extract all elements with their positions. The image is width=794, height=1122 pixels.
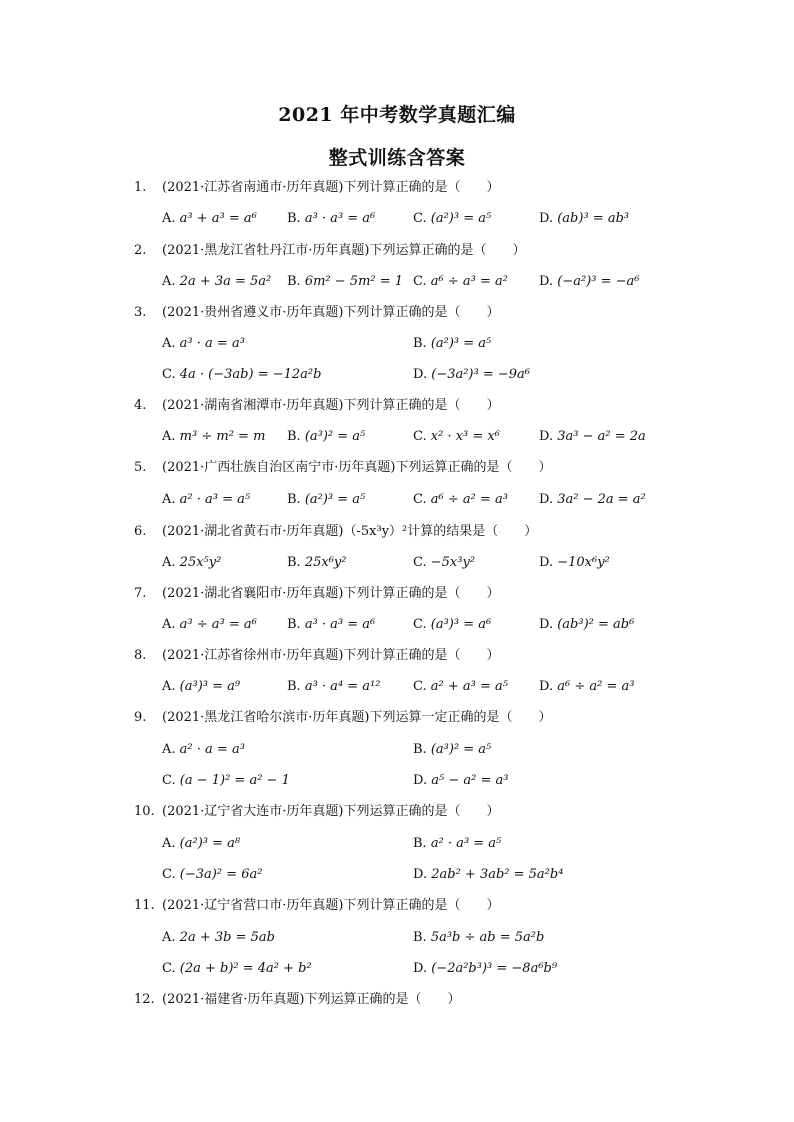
document-subtitle: 整式训练含答案 — [328, 147, 466, 169]
option-letter: B. — [413, 836, 427, 851]
question-number: 3. — [134, 305, 147, 320]
option-row — [0, 614, 794, 636]
answer-option-b[interactable] — [413, 833, 501, 855]
answer-option-c[interactable] — [162, 770, 290, 792]
option-letter: B. — [413, 930, 427, 945]
answer-option-a[interactable] — [162, 426, 265, 448]
option-expression: −5x³y² — [430, 555, 476, 570]
option-expression: (a − 1)² = a² − 1 — [179, 773, 290, 788]
option-expression: 2ab² + 3ab² = 5a²b⁴ — [431, 867, 564, 882]
option-expression: a³ · a³ = a⁶ — [304, 617, 376, 632]
answer-option-c[interactable] — [413, 208, 491, 230]
answer-option-c[interactable] — [162, 958, 312, 980]
option-letter: D. — [413, 961, 428, 976]
answer-option-d[interactable] — [539, 271, 639, 293]
question-text: (2021·黑龙江省牡丹江市·历年真题)下列运算正确的是（ ） — [162, 243, 526, 258]
option-expression: (−3a)² = 6a² — [179, 867, 263, 882]
answer-option-c[interactable] — [413, 614, 491, 636]
answer-option-b[interactable] — [287, 426, 365, 448]
option-letter: B. — [287, 492, 301, 507]
option-row — [0, 958, 794, 980]
question-text: (2021·湖南省湘潭市·历年真题)下列计算正确的是（ ） — [162, 398, 500, 413]
option-row — [0, 864, 794, 886]
option-letter: B. — [287, 617, 301, 632]
option-letter: A. — [162, 742, 176, 757]
answer-option-a[interactable] — [162, 927, 275, 949]
option-letter: D. — [539, 429, 554, 444]
option-letter: D. — [539, 555, 554, 570]
answer-option-b[interactable] — [413, 927, 544, 949]
option-letter: C. — [413, 617, 427, 632]
option-expression: a² · a³ = a⁵ — [430, 836, 502, 851]
answer-option-c[interactable] — [413, 426, 500, 448]
option-letter: D. — [539, 274, 554, 289]
question-header — [0, 895, 794, 917]
question-number: 2. — [134, 243, 147, 258]
question-header — [0, 395, 794, 417]
option-expression: (2a + b)² = 4a² + b² — [179, 961, 312, 976]
option-expression: 5a³b ÷ ab = 5a²b — [430, 930, 545, 945]
option-expression: a² · a = a³ — [179, 742, 245, 757]
answer-option-d[interactable] — [539, 426, 646, 448]
question-number: 1. — [134, 180, 147, 195]
document-title: 2021 年中考数学真题汇编 — [278, 104, 516, 126]
option-expression: (−a²)³ = −a⁶ — [557, 274, 640, 289]
option-expression: 3a² − 2a = a² — [557, 492, 646, 507]
option-expression: a³ · a³ = a⁶ — [304, 211, 376, 226]
option-expression: (a³)² = a⁵ — [430, 742, 492, 757]
option-expression: a³ · a = a³ — [179, 336, 245, 351]
option-expression: a⁶ ÷ a² = a³ — [557, 679, 635, 694]
answer-option-c[interactable] — [413, 676, 508, 698]
option-row — [0, 489, 794, 511]
option-expression: 25x⁶y² — [304, 555, 347, 570]
option-letter: A. — [162, 555, 176, 570]
option-expression: (a³)³ = a⁶ — [430, 617, 492, 632]
question-number: 11. — [134, 898, 155, 913]
option-expression: (a²)³ = a⁵ — [430, 336, 492, 351]
answer-option-a[interactable] — [162, 552, 221, 574]
option-letter: B. — [287, 555, 301, 570]
answer-option-a[interactable] — [162, 739, 245, 761]
question-number: 10. — [134, 804, 155, 819]
answer-option-b[interactable] — [287, 489, 365, 511]
option-expression: a⁶ ÷ a³ = a² — [430, 274, 508, 289]
option-expression: a⁶ ÷ a² = a³ — [430, 492, 508, 507]
question-header — [0, 583, 794, 605]
option-row — [0, 426, 794, 448]
answer-option-a[interactable] — [162, 333, 245, 355]
option-expression: (a²)³ = a⁵ — [430, 211, 492, 226]
answer-option-c[interactable] — [413, 489, 508, 511]
option-letter: C. — [413, 274, 427, 289]
answer-option-c[interactable] — [162, 864, 262, 886]
question-number: 12. — [134, 992, 155, 1007]
option-row — [0, 208, 794, 230]
option-letter: C. — [162, 961, 176, 976]
question-header — [0, 177, 794, 199]
option-expression: (a²)³ = a⁵ — [304, 492, 366, 507]
option-expression: (ab)³ = ab³ — [557, 211, 630, 226]
option-expression: 3a³ − a² = 2a — [557, 429, 646, 444]
option-row — [0, 833, 794, 855]
option-row — [0, 333, 794, 355]
question-number: 5. — [134, 460, 147, 475]
question-text: (2021·湖北省黄石市·历年真题)（-5x³y）²计算的结果是（ ） — [162, 524, 538, 539]
option-letter: D. — [413, 367, 428, 382]
option-letter: A. — [162, 211, 176, 226]
option-letter: D. — [539, 679, 554, 694]
option-row — [0, 739, 794, 761]
option-row — [0, 927, 794, 949]
option-letter: C. — [162, 867, 176, 882]
question-header — [0, 521, 794, 543]
question-text: (2021·贵州省遵义市·历年真题)下列计算正确的是（ ） — [162, 305, 500, 320]
option-expression: (a²)³ = a⁸ — [179, 836, 241, 851]
option-expression: 25x⁵y² — [179, 555, 222, 570]
option-letter: A. — [162, 836, 176, 851]
answer-option-d[interactable] — [413, 958, 557, 980]
answer-option-d[interactable] — [539, 489, 646, 511]
option-letter: A. — [162, 679, 176, 694]
answer-option-c[interactable] — [162, 364, 321, 386]
answer-option-b[interactable] — [413, 739, 491, 761]
answer-option-a[interactable] — [162, 208, 257, 230]
question-number: 6. — [134, 524, 147, 539]
option-expression: x² · x³ = x⁶ — [430, 429, 500, 444]
option-expression: (a³)³ = a⁹ — [179, 679, 241, 694]
option-letter: C. — [413, 492, 427, 507]
question-number: 8. — [134, 648, 147, 663]
option-expression: (−2a²b³)³ = −8a⁶b⁹ — [431, 961, 558, 976]
question-text: (2021·江苏省南通市·历年真题)下列计算正确的是（ ） — [162, 180, 500, 195]
option-letter: D. — [539, 211, 554, 226]
question-number: 7. — [134, 586, 147, 601]
question-header — [0, 801, 794, 823]
question-header — [0, 989, 794, 1011]
option-letter: C. — [413, 211, 427, 226]
option-expression: m³ ÷ m² = m — [179, 429, 266, 444]
option-expression: (ab³)² = ab⁶ — [557, 617, 635, 632]
option-letter: B. — [287, 679, 301, 694]
option-row — [0, 271, 794, 293]
option-expression: 4a · (−3ab) = −12a²b — [179, 367, 322, 382]
option-letter: A. — [162, 336, 176, 351]
question-header — [0, 457, 794, 479]
option-row — [0, 552, 794, 574]
option-expression: 6m² − 5m² = 1 — [304, 274, 404, 289]
answer-option-c[interactable] — [413, 271, 508, 293]
option-row — [0, 770, 794, 792]
question-header — [0, 645, 794, 667]
option-expression: a³ ÷ a³ = a⁶ — [179, 617, 257, 632]
answer-option-d[interactable] — [539, 208, 629, 230]
option-letter: D. — [539, 492, 554, 507]
option-letter: B. — [287, 211, 301, 226]
answer-option-b[interactable] — [287, 271, 403, 293]
option-expression: a² + a³ = a⁵ — [430, 679, 508, 694]
answer-option-d[interactable] — [413, 864, 563, 886]
option-letter: C. — [162, 773, 176, 788]
question-header — [0, 302, 794, 324]
question-text: (2021·湖北省襄阳市·历年真题)下列计算正确的是（ ） — [162, 586, 500, 601]
option-expression: (−3a²)³ = −9a⁶ — [431, 367, 530, 382]
question-number: 4. — [134, 398, 147, 413]
answer-option-a[interactable] — [162, 489, 250, 511]
option-expression: 2a + 3a = 5a² — [179, 274, 272, 289]
option-letter: C. — [162, 367, 176, 382]
answer-option-d[interactable] — [539, 676, 634, 698]
option-letter: A. — [162, 492, 176, 507]
option-letter: B. — [287, 274, 301, 289]
answer-option-a[interactable] — [162, 676, 240, 698]
option-expression: −10x⁶y² — [557, 555, 610, 570]
question-header — [0, 707, 794, 729]
answer-option-a[interactable] — [162, 271, 271, 293]
option-letter: A. — [162, 617, 176, 632]
option-letter: B. — [287, 429, 301, 444]
option-letter: A. — [162, 274, 176, 289]
option-letter: B. — [413, 742, 427, 757]
answer-option-c[interactable] — [413, 552, 475, 574]
answer-option-b[interactable] — [287, 676, 380, 698]
option-row — [0, 364, 794, 386]
answer-option-b[interactable] — [413, 333, 491, 355]
answer-option-a[interactable] — [162, 614, 257, 636]
question-text: (2021·江苏省徐州市·历年真题)下列计算正确的是（ ） — [162, 648, 500, 663]
answer-option-d[interactable] — [413, 364, 530, 386]
option-letter: C. — [413, 429, 427, 444]
option-expression: 2a + 3b = 5ab — [179, 930, 275, 945]
answer-option-d[interactable] — [413, 770, 508, 792]
option-letter: C. — [413, 679, 427, 694]
option-letter: D. — [539, 617, 554, 632]
option-letter: B. — [413, 336, 427, 351]
option-expression: a³ + a³ = a⁶ — [179, 211, 257, 226]
option-letter: A. — [162, 930, 176, 945]
option-expression: a³ · a⁴ = a¹² — [304, 679, 381, 694]
option-letter: C. — [413, 555, 427, 570]
option-letter: D. — [413, 773, 428, 788]
question-header — [0, 240, 794, 262]
question-text: (2021·福建省·历年真题)下列运算正确的是（ ） — [162, 992, 461, 1007]
option-letter: A. — [162, 429, 176, 444]
option-letter: D. — [413, 867, 428, 882]
question-text: (2021·辽宁省大连市·历年真题)下列运算正确的是（ ） — [162, 804, 500, 819]
option-row — [0, 676, 794, 698]
option-expression: a² · a³ = a⁵ — [179, 492, 251, 507]
question-number: 9. — [134, 710, 147, 725]
option-expression: a⁵ − a² = a³ — [431, 773, 509, 788]
answer-option-d[interactable] — [539, 552, 610, 574]
answer-option-b[interactable] — [287, 614, 375, 636]
answer-option-b[interactable] — [287, 552, 346, 574]
answer-option-b[interactable] — [287, 208, 375, 230]
question-text: (2021·黑龙江省哈尔滨市·历年真题)下列运算一定正确的是（ ） — [162, 710, 552, 725]
question-text: (2021·广西壮族自治区南宁市·历年真题)下列运算正确的是（ ） — [162, 460, 552, 475]
question-text: (2021·辽宁省营口市·历年真题)下列计算正确的是（ ） — [162, 898, 500, 913]
answer-option-a[interactable] — [162, 833, 240, 855]
option-expression: (a³)² = a⁵ — [304, 429, 366, 444]
answer-option-d[interactable] — [539, 614, 634, 636]
